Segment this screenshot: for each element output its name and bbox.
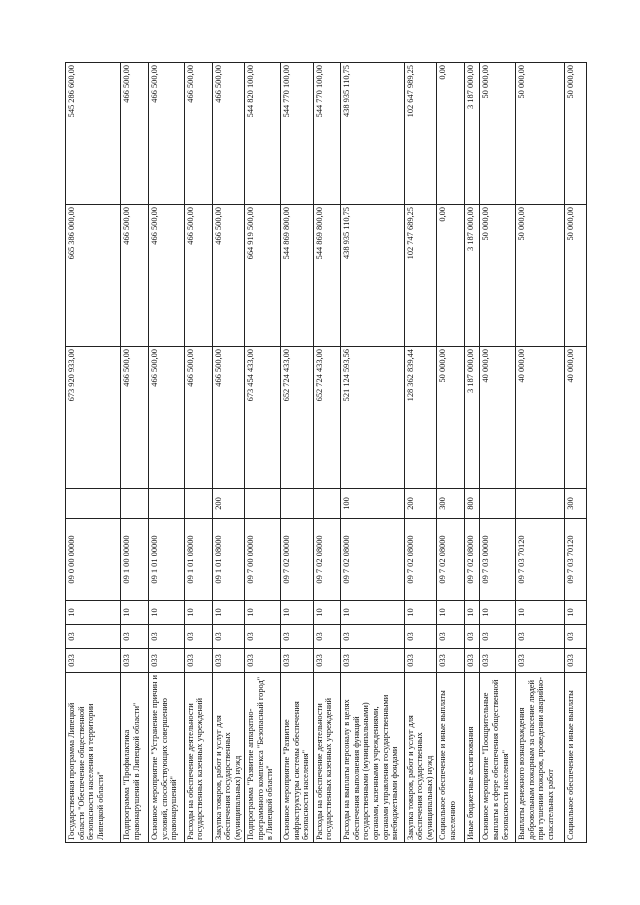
row-admin-code: 033 bbox=[464, 649, 479, 673]
row-amount-year3: 50 000,00 bbox=[480, 63, 516, 205]
row-admin-code: 033 bbox=[341, 649, 405, 673]
row-admin-code: 033 bbox=[565, 649, 587, 673]
row-amount-year2: 466 500,00 bbox=[184, 205, 212, 347]
row-subsection-code: 10 bbox=[245, 601, 281, 625]
row-expense-type bbox=[66, 489, 121, 519]
row-amount-year2: 50 000,00 bbox=[516, 205, 565, 347]
row-subsection-code: 10 bbox=[516, 601, 565, 625]
row-section-code: 03 bbox=[437, 625, 465, 649]
table-row bbox=[437, 63, 465, 843]
row-admin-code: 033 bbox=[212, 649, 245, 673]
row-amount-year3: 102 647 989,25 bbox=[404, 63, 437, 205]
row-amount-year1: 673 454 433,00 bbox=[245, 347, 281, 489]
row-description: Расходы на обеспечение деятельности государственных казенных учреждений bbox=[313, 673, 341, 843]
row-subsection-code: 10 bbox=[341, 601, 405, 625]
row-admin-code: 033 bbox=[149, 649, 185, 673]
table-row bbox=[184, 63, 212, 843]
table-row bbox=[121, 63, 149, 843]
row-expense-type: 300 bbox=[437, 489, 465, 519]
table-row bbox=[565, 63, 587, 843]
row-section-code: 03 bbox=[184, 625, 212, 649]
row-expense-type: 300 bbox=[565, 489, 587, 519]
row-description: Государственная программа Липецкой области "Обеспечение общественной безопасности населения и территории Липецкой области" bbox=[66, 673, 121, 843]
row-amount-year3: 544 770 100,00 bbox=[280, 63, 313, 205]
row-amount-year1: 128 362 839,44 bbox=[404, 347, 437, 489]
table-row bbox=[280, 63, 313, 843]
row-expense-type bbox=[184, 489, 212, 519]
row-amount-year3: 438 935 110,75 bbox=[341, 63, 405, 205]
row-expense-type: 200 bbox=[212, 489, 245, 519]
row-amount-year2: 466 500,00 bbox=[121, 205, 149, 347]
budget-table bbox=[65, 62, 587, 843]
row-amount-year3: 50 000,00 bbox=[516, 63, 565, 205]
row-amount-year1: 521 124 593,56 bbox=[341, 347, 405, 489]
row-amount-year1: 466 500,00 bbox=[184, 347, 212, 489]
row-amount-year2: 466 500,00 bbox=[149, 205, 185, 347]
table-row bbox=[313, 63, 341, 843]
row-amount-year1: 673 920 933,00 bbox=[66, 347, 121, 489]
row-subsection-code: 10 bbox=[480, 601, 516, 625]
row-admin-code: 033 bbox=[184, 649, 212, 673]
table-row bbox=[516, 63, 565, 843]
row-description: Подпрограмма "Развитие аппаратно-программного комплекса "Безопасный город" в Липецкой области" bbox=[245, 673, 281, 843]
row-subsection-code: 10 bbox=[565, 601, 587, 625]
row-section-code: 03 bbox=[66, 625, 121, 649]
row-admin-code: 033 bbox=[66, 649, 121, 673]
row-amount-year3: 50 000,00 bbox=[565, 63, 587, 205]
row-target-article: 09 7 02 00000 bbox=[280, 519, 313, 601]
row-amount-year2: 3 187 000,00 bbox=[464, 205, 479, 347]
row-section-code: 03 bbox=[565, 625, 587, 649]
row-amount-year1: 40 000,00 bbox=[516, 347, 565, 489]
row-admin-code: 033 bbox=[480, 649, 516, 673]
row-amount-year3: 466 500,00 bbox=[212, 63, 245, 205]
row-subsection-code: 10 bbox=[149, 601, 185, 625]
row-amount-year1: 3 187 000,00 bbox=[464, 347, 479, 489]
row-amount-year1: 652 724 433,00 bbox=[313, 347, 341, 489]
row-description: Закупка товаров, работ и услуг для обеспечения государственных (муниципальных) нужд bbox=[212, 673, 245, 843]
row-target-article: 09 1 01 00000 bbox=[149, 519, 185, 601]
row-amount-year2: 665 386 000,00 bbox=[66, 205, 121, 347]
row-description: Социальное обеспечение и иные выплаты населению bbox=[437, 673, 465, 843]
row-subsection-code: 10 bbox=[184, 601, 212, 625]
row-amount-year3: 466 500,00 bbox=[121, 63, 149, 205]
row-admin-code: 033 bbox=[121, 649, 149, 673]
row-amount-year1: 50 000,00 bbox=[437, 347, 465, 489]
row-amount-year1: 466 500,00 bbox=[149, 347, 185, 489]
row-amount-year2: 438 935 110,75 bbox=[341, 205, 405, 347]
row-amount-year3: 3 187 000,00 bbox=[464, 63, 479, 205]
row-subsection-code: 10 bbox=[404, 601, 437, 625]
row-subsection-code: 10 bbox=[66, 601, 121, 625]
row-subsection-code: 10 bbox=[212, 601, 245, 625]
row-description: Основное мероприятие "Поощрительные выплаты в сфере обеспечения общественной безопасности населения" bbox=[480, 673, 516, 843]
table-row bbox=[341, 63, 405, 843]
row-expense-type bbox=[149, 489, 185, 519]
row-admin-code: 033 bbox=[516, 649, 565, 673]
row-description: Расходы на обеспечение деятельности государственных казенных учреждений bbox=[184, 673, 212, 843]
row-description: Расходы на выплаты персоналу в целях обеспечения выполнения функций государственными (муниципальными) органами, казенными учреждениями, органами управления государственными внебюджетными фондами bbox=[341, 673, 405, 843]
row-section-code: 03 bbox=[313, 625, 341, 649]
table-row bbox=[404, 63, 437, 843]
row-target-article: 09 7 03 70120 bbox=[516, 519, 565, 601]
row-description: Закупка товаров, работ и услуг для обеспечения государственных (муниципальных) нужд bbox=[404, 673, 437, 843]
row-amount-year2: 544 869 800,00 bbox=[280, 205, 313, 347]
row-expense-type bbox=[245, 489, 281, 519]
row-description: Основное мероприятие "Устранение причин и условий, способствующих совершению правонарушений" bbox=[149, 673, 185, 843]
row-amount-year3: 544 820 100,00 bbox=[245, 63, 281, 205]
row-target-article: 09 7 03 70120 bbox=[565, 519, 587, 601]
row-expense-type bbox=[480, 489, 516, 519]
row-amount-year3: 544 770 100,00 bbox=[313, 63, 341, 205]
row-target-article: 09 1 00 00000 bbox=[121, 519, 149, 601]
row-target-article: 09 7 02 08000 bbox=[464, 519, 479, 601]
row-amount-year2: 102 747 689,25 bbox=[404, 205, 437, 347]
row-subsection-code: 10 bbox=[437, 601, 465, 625]
row-section-code: 03 bbox=[280, 625, 313, 649]
row-amount-year1: 652 724 433,00 bbox=[280, 347, 313, 489]
row-description: Социальное обеспечение и иные выплаты bbox=[565, 673, 587, 843]
row-section-code: 03 bbox=[464, 625, 479, 649]
row-expense-type: 100 bbox=[341, 489, 405, 519]
row-amount-year2: 466 500,00 bbox=[212, 205, 245, 347]
row-amount-year1: 40 000,00 bbox=[565, 347, 587, 489]
row-target-article: 09 7 03 00000 bbox=[480, 519, 516, 601]
table-row bbox=[149, 63, 185, 843]
row-subsection-code: 10 bbox=[464, 601, 479, 625]
row-section-code: 03 bbox=[341, 625, 405, 649]
budget-table-rotated bbox=[65, 63, 587, 843]
row-section-code: 03 bbox=[516, 625, 565, 649]
row-expense-type: 800 bbox=[464, 489, 479, 519]
table-row bbox=[464, 63, 479, 843]
row-amount-year2: 544 869 800,00 bbox=[313, 205, 341, 347]
row-amount-year3: 0,00 bbox=[437, 63, 465, 205]
row-expense-type: 200 bbox=[404, 489, 437, 519]
row-subsection-code: 10 bbox=[313, 601, 341, 625]
row-section-code: 03 bbox=[121, 625, 149, 649]
row-amount-year3: 545 286 600,00 bbox=[66, 63, 121, 205]
row-admin-code: 033 bbox=[404, 649, 437, 673]
row-amount-year1: 466 500,00 bbox=[121, 347, 149, 489]
row-amount-year2: 50 000,00 bbox=[565, 205, 587, 347]
row-expense-type bbox=[121, 489, 149, 519]
row-description: Основное мероприятие "Развитие инфраструктуры системы обеспечения безопасности населения" bbox=[280, 673, 313, 843]
row-section-code: 03 bbox=[149, 625, 185, 649]
row-amount-year2: 0,00 bbox=[437, 205, 465, 347]
row-expense-type bbox=[313, 489, 341, 519]
row-subsection-code: 10 bbox=[280, 601, 313, 625]
table-row bbox=[212, 63, 245, 843]
row-section-code: 03 bbox=[404, 625, 437, 649]
row-target-article: 09 7 02 08000 bbox=[437, 519, 465, 601]
table-row bbox=[66, 63, 121, 843]
row-amount-year2: 50 000,00 bbox=[480, 205, 516, 347]
row-target-article: 09 7 02 08000 bbox=[313, 519, 341, 601]
row-section-code: 03 bbox=[212, 625, 245, 649]
row-target-article: 09 1 01 08000 bbox=[184, 519, 212, 601]
row-target-article: 09 7 02 08000 bbox=[404, 519, 437, 601]
row-admin-code: 033 bbox=[245, 649, 281, 673]
row-description: Выплаты денежного вознаграждения добровольным пожарным за спасение людей при тушении пожаров, проведении аварийно-спасательных работ bbox=[516, 673, 565, 843]
row-target-article: 09 0 00 00000 bbox=[66, 519, 121, 601]
row-amount-year3: 466 500,00 bbox=[184, 63, 212, 205]
row-description: Подпрограмма "Профилактика правонарушений в Липецкой области" bbox=[121, 673, 149, 843]
table-row bbox=[480, 63, 516, 843]
row-description: Иные бюджетные ассигнования bbox=[464, 673, 479, 843]
row-amount-year1: 466 500,00 bbox=[212, 347, 245, 489]
row-expense-type bbox=[516, 489, 565, 519]
row-subsection-code: 10 bbox=[121, 601, 149, 625]
row-amount-year1: 40 000,00 bbox=[480, 347, 516, 489]
row-amount-year3: 466 500,00 bbox=[149, 63, 185, 205]
row-expense-type bbox=[280, 489, 313, 519]
table-row bbox=[245, 63, 281, 843]
row-target-article: 09 7 02 08000 bbox=[341, 519, 405, 601]
row-admin-code: 033 bbox=[313, 649, 341, 673]
row-admin-code: 033 bbox=[280, 649, 313, 673]
row-target-article: 09 1 01 08000 bbox=[212, 519, 245, 601]
row-admin-code: 033 bbox=[437, 649, 465, 673]
row-section-code: 03 bbox=[245, 625, 281, 649]
row-target-article: 09 7 00 00000 bbox=[245, 519, 281, 601]
row-amount-year2: 664 919 500,00 bbox=[245, 205, 281, 347]
row-section-code: 03 bbox=[480, 625, 516, 649]
